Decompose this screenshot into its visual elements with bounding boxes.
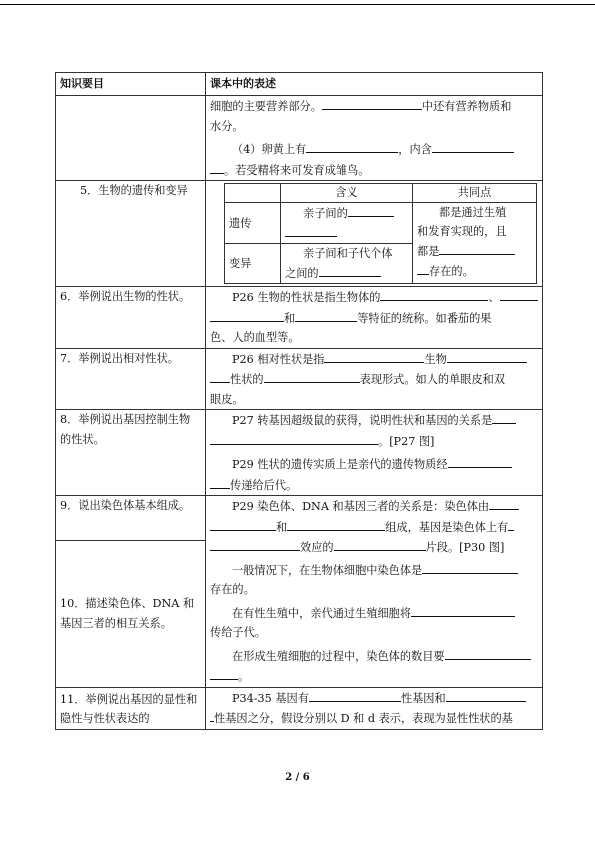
- table-header-row: [56, 73, 543, 96]
- table-row: [56, 181, 543, 287]
- topic-label: 11．举例说出基因的显性和隐性与性状表达的: [56, 687, 206, 729]
- empty-cell: [56, 96, 206, 181]
- header-knowledge: 知识要目: [56, 73, 206, 96]
- blank-field[interactable]: [380, 287, 488, 301]
- blank-field[interactable]: [446, 688, 526, 702]
- cell-text: P27 转基因超级鼠的获得，说明性状和基因的关系是 。[P27 图] P29 性状的遗传实质上是亲代的遗传物质经 传递给后代。: [206, 410, 543, 496]
- blank-field[interactable]: [210, 431, 378, 445]
- blank-field[interactable]: [500, 287, 538, 301]
- blank-field[interactable]: [324, 349, 424, 363]
- blank-field[interactable]: [492, 410, 516, 424]
- table-row: [56, 496, 543, 541]
- heredity-definition: 亲子间的: [281, 203, 413, 244]
- blank-field[interactable]: [439, 241, 515, 255]
- inner-header-common: 共同点: [413, 184, 537, 203]
- cell-text: P26 相对性状是指 生物 性状的 表现形式。如人的单眼皮和双 眼皮。: [206, 348, 543, 410]
- blank-field[interactable]: [508, 517, 514, 531]
- inner-header-meaning: 含义: [281, 184, 413, 203]
- topic-label: 6．举例说出生物的性状。: [56, 287, 206, 349]
- blank-field[interactable]: [417, 261, 429, 275]
- knowledge-table: [55, 72, 543, 730]
- table-row: [56, 687, 543, 729]
- header-textbook: 课本中的表述: [206, 73, 543, 96]
- blank-field[interactable]: [322, 96, 422, 110]
- blank-field[interactable]: [210, 537, 300, 551]
- blank-field[interactable]: [295, 308, 357, 322]
- topic-label: 7．举例说出相对性状。: [56, 348, 206, 410]
- cell-text: P26 生物的性状是指生物体的 、 和 等特征的统称。如番茄的果 色、人的血型等。: [206, 287, 543, 349]
- blank-field[interactable]: [210, 369, 230, 383]
- blank-field[interactable]: [422, 560, 518, 574]
- label-variation: 变异: [225, 244, 281, 284]
- blank-field[interactable]: [285, 223, 337, 237]
- table-row: [56, 287, 543, 349]
- blank-field[interactable]: [448, 454, 512, 468]
- topic-label: 5．生物的遗传和变异: [56, 181, 206, 287]
- blank-field[interactable]: [447, 349, 527, 363]
- blank-field[interactable]: [432, 139, 514, 153]
- blank-field[interactable]: [210, 160, 224, 174]
- common-point: 都是通过生殖 和发育实现的，且 都是 存在的。: [413, 203, 537, 284]
- variation-definition: 亲子间和子代个体 之间的: [281, 244, 413, 284]
- blank-field[interactable]: [306, 139, 398, 153]
- blank-field[interactable]: [309, 688, 401, 702]
- empty-cell: [225, 184, 281, 203]
- topic-label: 10．描述染色体、DNA 和基因三者的相互关系。: [56, 541, 206, 688]
- cell-text: [206, 181, 543, 287]
- page-number: 2 / 6: [285, 772, 310, 783]
- blank-field[interactable]: [210, 308, 284, 322]
- blank-field[interactable]: [287, 517, 385, 531]
- table-row: [56, 96, 543, 181]
- blank-field[interactable]: [210, 517, 276, 531]
- blank-field[interactable]: [445, 646, 531, 660]
- cell-text: P29 染色体、DNA 和基因三者的关系是：染色体由 和 组成，基因是染色体上有 效应的 片段。[P30 图] 一般情况下，在生物体细胞中染色体是 存在的。 在有性生殖中，亲代通过生殖细胞将 传给子代。 在形成生殖细胞的过程中，染色体的数目要 。: [206, 496, 543, 688]
- topic-label: 8．举例说出基因控制生物的性状。: [56, 410, 206, 496]
- blank-field[interactable]: [489, 496, 519, 510]
- table-row: [56, 410, 543, 496]
- top-rule: [0, 4, 595, 5]
- cell-text: 细胞的主要营养部分。 中还有营养物质和 水分。 （4）卵黄上有 ，内含 。若受精将来可发育成雏鸟。: [206, 96, 543, 181]
- blank-field[interactable]: [210, 475, 230, 489]
- table-row: [56, 348, 543, 410]
- blank-field[interactable]: [334, 537, 426, 551]
- cell-text: P34-35 基因有 性基因和 性基因之分，假设分别以 D 和 d 表示，表现为显性性状的基: [206, 687, 543, 729]
- blank-field[interactable]: [411, 603, 515, 617]
- heredity-variation-table: [224, 183, 537, 284]
- topic-label: 9．说出染色体基本组成。: [56, 496, 206, 541]
- blank-field[interactable]: [264, 369, 360, 383]
- blank-field[interactable]: [348, 203, 394, 217]
- blank-field[interactable]: [210, 666, 238, 680]
- blank-field[interactable]: [319, 263, 381, 277]
- label-heredity: 遗传: [225, 203, 281, 244]
